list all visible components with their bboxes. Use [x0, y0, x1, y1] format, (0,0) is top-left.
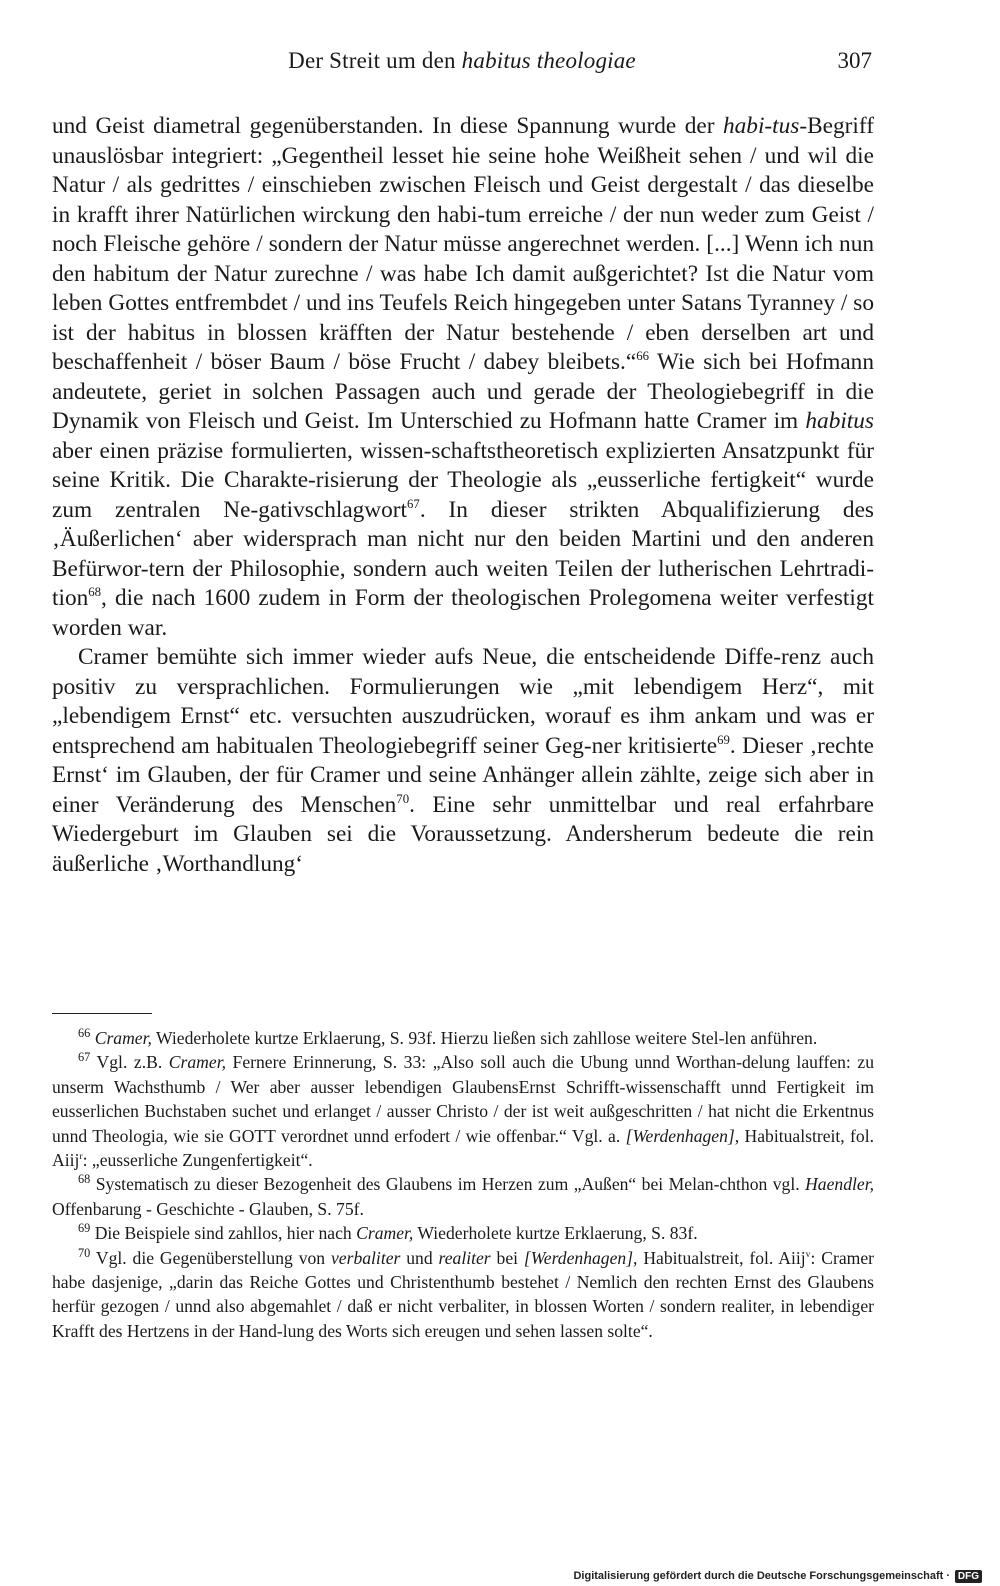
paragraph [52, 112, 874, 643]
text-run: Wie sich bei Hofmann andeutete, geriet in solchen Passagen auch und gerade der Theologiebegriff in die Dynamik von Fleisch und Geist. Im Unterschied zu Hofmann hatte Cramer im [52, 349, 874, 434]
footnote-66 [52, 1026, 874, 1050]
italic-run: Haendler, [805, 1174, 874, 1195]
footnote-number: 66 [78, 1026, 91, 1041]
running-title-text: Der Streit um den [288, 48, 462, 73]
italic-run: verbaliter [330, 1247, 401, 1268]
footnote-number: 69 [78, 1221, 91, 1236]
footnote-ref[interactable]: 67 [407, 496, 420, 511]
footnote-70 [52, 1246, 874, 1344]
italic-run: [Werdenhagen], [523, 1247, 638, 1268]
italic-run: Cramer, [94, 1028, 152, 1048]
running-title [52, 48, 872, 74]
italic-run: realiter [438, 1247, 491, 1268]
text-run: . Eine sehr unmittelbar und real erfahrbare Wiedergeburt im Glauben sei die Voraussetzung. Andersherum bedeute die rein äußerliche ‚Worthandlung‘ [52, 791, 875, 877]
footnote-69 [52, 1221, 874, 1245]
running-header [52, 48, 872, 88]
footnote-ref[interactable]: 70 [396, 791, 410, 806]
footnote-ref[interactable]: 69 [717, 732, 730, 747]
text-run: . Dieser ‚rechte Ernst‘ im Glauben, der für Cramer und seine Anhänger allein zählte, zeige sich aber in einer Veränderung des Menschen [52, 732, 874, 818]
footnote-number: 68 [78, 1172, 91, 1187]
text-run: Cramer bemühte sich immer wieder aufs Neue, die entscheidende Diffe-renz auch positiv zu versprachlichen. Formulierungen wie „mit lebendigem Herz“, mit „lebendigem Ernst“ etc. versuchten auszudrücken, worauf es ihm ankam und was er entsprechend am habitualen Theologiebegriff seiner Geg-ner kritisierte [52, 644, 874, 759]
text-run: Habitualstreit, fol. Aiij [52, 1125, 875, 1171]
main-text [52, 112, 874, 879]
footnotes [52, 1026, 874, 1343]
text-run: und [400, 1247, 439, 1268]
footnote-68 [52, 1172, 874, 1221]
dfg-logo: DFG [955, 1570, 982, 1583]
digitization-credit: Digitalisierung gefördert durch die Deutsche Forschungsgemeinschaft · [573, 1570, 950, 1582]
paragraph [52, 643, 874, 879]
text-run: Systematisch zu dieser Bezogenheit des Glaubens im Herzen zum „Außen“ bei Melan-chthon vgl. [90, 1174, 806, 1195]
text-run: bei [490, 1247, 524, 1268]
text-run: . In dieser strikten Abqualifizierung des ‚Äußerlichen‘ aber widersprach man nicht nur den beiden Martini und den anderen Befürwor-tern der Philosophie, sondern auch weiten Teilen der lutherischen Lehrtradi-tion [52, 496, 874, 611]
footnote-67 [52, 1050, 874, 1172]
italic-run: Cramer, [168, 1052, 226, 1073]
text-run: aber einen präzise formulierten, wissen-schaftstheoretisch explizierten Ansatzpunkt für seine Kritik. Die Charakte-risierung der Theologie als „eusserliche fertigkeit“ wurde zum zentralen Ne-gativschlagwort [52, 437, 874, 523]
text-run: und Geist diametral gegenüberstanden. In diese Spannung wurde der [52, 113, 723, 139]
italic-run: [Werdenhagen], [625, 1125, 740, 1146]
footnote-rule [52, 1013, 152, 1014]
text-run: -Begriff unauslösbar integriert: „Gegentheil lesset hie seine hohe Weißheit sehen / und wil die Natur / als gedrittes / einschieben zwischen Fleisch und Geist dergestalt / das dieselbe in krafft ihrer Natürlichen wirckung den habi-tum erreiche / der nun weder zum Geist / noch Fleische gehöre / sondern der Natur müsse angerechnet werden. [...] Wenn ich nun den habitum der Natur zurechne / was habe Ich damit außgerichtet? Ist die Natur vom leben Gottes entfrembdet / und ins Teufels Reich hingegeben unter Satans Tyranney / so ist der habitus in blossen kräfften der Natur bestehende / eben derselben art und beschaffenheit / böser Baum / böse Frucht / dabey bleibets.“ [52, 113, 874, 375]
text-run: Vgl. z.B. [90, 1052, 169, 1073]
text-run: : Cramer habe dasjenige, „darin das Reiche Gottes und Christenthumb bestehet / Nemlich den rechten Ernst des Glaubens herfür gezogen / unnd also abgemahlet / daß er nicht verbaliter, in blossen Worten / sondern realiter, in lebendiger Krafft des Hertzens in der Hand-lung des Worts sich ereugen und sehen lassen solte“. [52, 1247, 874, 1341]
footnote-ref[interactable]: 68 [88, 585, 102, 600]
running-title-italic: habitus theologiae [461, 48, 636, 73]
text-run: , die nach 1600 zudem in Form der theologischen Prolegomena weiter verfestigt worden war. [52, 585, 874, 641]
footnote-number: 67 [78, 1050, 91, 1065]
text-run: Wiederholete kurtze Erklaerung, S. 93f. Hierzu ließen sich zahllose weitere Stel-len anführen. [151, 1028, 818, 1048]
italic-run: Cramer, [356, 1223, 414, 1244]
text-run: Vgl. die Gegenüberstellung von [90, 1247, 331, 1268]
footnote-ref[interactable]: 66 [636, 349, 649, 364]
superscript: v [805, 1248, 811, 1260]
text-run: Habitualstreit, fol. Aiij [637, 1247, 806, 1268]
superscript: r [79, 1151, 83, 1163]
text-run: Wiederholete kurtze Erklaerung, S. 83f. [413, 1223, 698, 1244]
italic-run: habitus [805, 408, 874, 434]
text-run: Offenbarung - Geschichte - Glauben, S. 75f. [52, 1198, 364, 1219]
footnote-number: 70 [78, 1245, 91, 1260]
text-run: Die Beispiele sind zahllos, hier nach [90, 1223, 357, 1244]
text-run: Fernere Erinnerung, S. 33: „Also soll auch die Ubung unnd Worthan-delung lauffen: zu unserm Wachsthumb / Wer aber ausser lebendigen GlaubensErnst Schrifft-wissenschafft unnd Fertigkeit im eusserlichen Buchstaben suchet und erlanget / ausser Christo / der ist weit außgeschritten / hat nicht die Erkentnus unnd Theologia, wie sie GOTT verordnet unnd erfodert / wie offenbar.“ Vgl. a. [52, 1052, 874, 1146]
text-run: : „eusserliche Zungenfertigkeit“. [82, 1150, 313, 1171]
page-number: 307 [837, 48, 872, 73]
italic-run: habi-tus [723, 113, 800, 139]
